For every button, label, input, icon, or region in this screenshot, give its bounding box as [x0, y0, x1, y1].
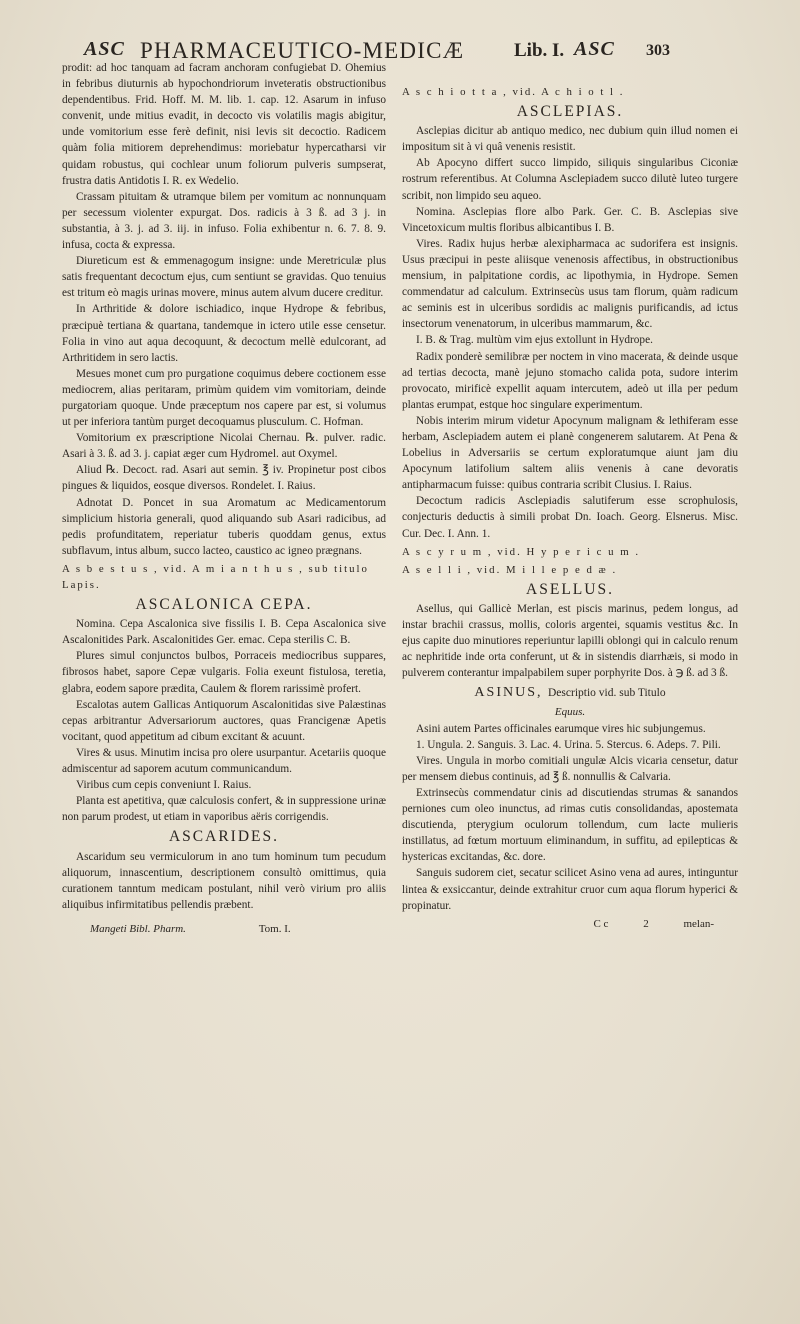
- header-title: PHARMACEUTICO-MEDICÆ: [140, 38, 465, 63]
- paragraph: Vires & usus. Minutim incisa pro olere usurpantur. Acetariis quoque admiscentur ad saporem acutum communicandum.: [62, 746, 386, 776]
- paragraph: Mesues monet cum pro purgatione coquimus debere coctionem esse mediocrem, alias peritaram, primùm quidem vim vomitoriam, deinde purgatoriam quoque. Unde præceptum nos capere par est, si volumus ut per inferiora tantùm purget decoquamus plusculum. C. Hofman.: [62, 367, 386, 429]
- cross-reference: A s c h i o t t a , vid. A c h i o t l .: [402, 86, 625, 98]
- paragraph: Escalotas autem Gallicas Antiquorum Ascalonitidas sive Palæstinas cepas arbitrantur Adversariorum auctores, quas Francigenæ Apetis vocitant, quod appetitum ad cibum excitant & acuunt.: [62, 698, 386, 743]
- paragraph: Ab Apocyno differt succo limpido, siliquis singularibus Ciconiæ rostrum referentibus. At Columna Asclepiadem succo dilutè luteo turgere scribit, non limpido seu aqueo.: [402, 157, 738, 202]
- paragraph: Vires. Radix hujus herbæ alexipharmaca ac sudorifera est insignis. Usus præcipui in peste aliisque venenosis affectibus, in obstructionibus mensium, in palpitatione cordis, ac lipothymia, in Hydrope. Semen commendatur ad calculum. Extrinsecùs usus tam florum, quàm radicum ac seminis est in ulceribus sordidis ac malignis purificandis, ad ictus insectorum venenatorum, in ulceribus mammarum, &c.: [402, 237, 738, 331]
- paragraph: Radix ponderè semilibræ per noctem in vino macerata, & deinde usque ad tertias decocta, manè jejuno stomacho calida pota, sudore interim provocato, mirificè expellit aquam intercutem, adeò ut illa per pedum plantas erumpat, estque hoc singulare experimentum.: [402, 350, 738, 411]
- footer-line: [62, 921, 386, 937]
- asinus-subheading: Equus.: [554, 706, 586, 719]
- paragraph: Plures simul conjunctos bulbos, Porraceis mediocribus suppares, fibrosos habet, sapore Cepæ vulgaris. Folia exeunt fistulosa, teretia, glabra, eodem sapore prædita, Caulem & florem rarissimè profert.: [62, 650, 386, 695]
- header-book-number: Lib. I.: [514, 40, 565, 61]
- paragraph: Sanguis sudorem ciet, secatur scilicet Asino vena ad aures, intinguntur lintea & exsiccantur, deinde extrahitur cruor cum aqua florum hyperici & propinatur.: [402, 867, 738, 912]
- paragraph: Nomina. Cepa Ascalonica sive fissilis I. B. Cepa Ascalonica sive Ascalonitides Park. Ascalonitides Ger. emac. Cepa sterilis C. B.: [62, 618, 386, 647]
- cross-reference: A s c y r u m , vid. H y p e r i c u m .: [402, 545, 641, 558]
- paragraph: Asellus, qui Gallicè Merlan, est piscis marinus, pedem longus, ad instar brachii crassus, mollis, coloris argentei, squamis vestitus &c. In ejus capite duo minutiores reperiuntur lapilli oblongi qui in calculo renum ac nephritide inde orta conferunt, ut & in sistendis diarrhæis, si modo in pulverem conterantur impalpabilem super porphyrite Dos. à ℈ ß. ad 3 ß.: [402, 602, 738, 680]
- paragraph: Vomitorium ex præscriptione Nicolai Chernau. ℞. pulver. radic. Asari à 3. ß. ad 3. j. capiat æger cum Hydromel. aut Oxymel.: [62, 432, 386, 461]
- paragraph: Diureticum est & emmenagogum insigne: unde Meretriculæ plus satis frequentant decoctum ejus, cum sentiunt se gravidas. Quo tenuius est tritum eò magis urinas movere, minus autem alvum ducere creditur.: [62, 255, 386, 300]
- section-heading: ASELLUS.: [526, 580, 614, 598]
- section-heading: [402, 685, 738, 701]
- paragraph: Planta est apetitiva, quæ calculosis confert, & in suppressione urinæ non parum prodest, ut etiam in vaporibus aëris corrigendis.: [62, 795, 386, 824]
- paragraph: Ascaridum seu vermiculorum in ano tum hominum tum pecudum aliquorum, innascentium, descriptionem consultò omittimus, quia curationem tanntum medicam postulant, nihil verò virium pro aliis aliquibus infirmitatibus pellendis præbent.: [62, 850, 386, 911]
- cross-reference: A s b e s t u s , vid. A m i a n t h u s , sub titulo Lapis.: [62, 562, 369, 591]
- paragraph: Asini autem Partes officinales earumque vires hic subjungemus.: [416, 722, 706, 735]
- left-column: [62, 60, 386, 937]
- page-number: 303: [646, 42, 670, 59]
- paragraph: Extrinsecùs commendatur cinis ad discutiendas strumas & sanandos perniones cum oleo inunctus, ad rimas cutis consolidandas, apostemata discutienda, pterygium oculorum tollendum, cum lacte mulieris instillatus, ad fœtum mortuum eliminandum, in suffitu, ad epilepticas & hystericas excitandas, &c. dore.: [402, 786, 738, 864]
- header-left-tag: ASC: [84, 38, 125, 60]
- paragraph: In Arthritide & dolore ischiadico, inque Hydrope & febribus, præcipuè tertiana & quartana, tandemque in ictero utile esse censetur. Folia in vino aut aqua decoquunt, & decoctum mellè edulcorant, ad Arthritidem in sero lactis.: [62, 303, 386, 364]
- cross-reference: A s e l l i , vid. M i l l e p e d æ .: [402, 563, 618, 576]
- paragraph: Vires. Ungula in morbo comitiali ungulæ Alcis vicaria censetur, datur per mensem diebus continuis, ad ℥ ß. nonnullis & Calvaria.: [402, 754, 738, 783]
- paragraph: Nomina. Asclepias flore albo Park. Ger. C. B. Asclepias sive Vincetoxicum multis floribus albicantibus I. B.: [402, 205, 738, 234]
- paragraph: Adnotat D. Poncet in sua Aromatum ac Medicamentorum simplicium historia generali, quod aliquando sub Asari radicibus, ad pedis profunditatem, reperiatur tuberis quoddam genus, extus subflavum, intus album, succo lacteo, caustico ac igneo prægnans.: [62, 496, 386, 557]
- paragraph: I. B. & Trag. multùm vim ejus extollunt in Hydrope.: [416, 334, 653, 347]
- section-heading: ASCARIDES.: [168, 828, 279, 846]
- paragraph: 1. Ungula. 2. Sanguis. 3. Lac. 4. Urina. 5. Stercus. 6. Adeps. 7. Pili.: [416, 738, 721, 751]
- asinus-heading: ASINUS,: [474, 685, 543, 701]
- signature-mark: C c: [593, 917, 609, 930]
- catchword: melan-: [683, 917, 714, 930]
- footer-title: Mangeti Bibl. Pharm.: [90, 922, 186, 935]
- footer-line: [402, 916, 738, 932]
- paragraph: Decoctum radicis Asclepiadis salutiferum esse scrophulosis, conjecturis deductis à simili probat Dn. Ioach. Georg. Elsnerus. Misc. Cur. Dec. I. Ann. 1.: [402, 495, 738, 540]
- asinus-heading-rest: Descriptio vid. sub Titulo: [548, 687, 666, 700]
- paragraph: Asclepias dicitur ab antiquo medico, nec dubium quin illud nomen ei impositum sit à vi quâ venenis resistit.: [402, 125, 738, 154]
- paragraph: prodit: ad hoc tanquam ad facram anchoram confugiebat D. Ohemius in febribus diuturnis ab hypochondriorum inveteratis obstructionibus dependentibus. Frid. Hoff. M. M. lib. 1. cap. 12. Asarum in infuso convenit, unde mitius evadit, in decocto vis volatilis magis abigitur, unde vomitorium esse ferè definit, nisi levis sit decoctio. Radicem quàm folia mitiorem deprehendimus: moriebatur hypercatharsi vir quidam robustus, qui cochlear unum foliorum pulveris sumpserat, frustra datis Antidotis I. R. ex Wedelio.: [62, 62, 386, 187]
- footer-tome: Tom. I.: [258, 922, 291, 935]
- paragraph: Nobis interim mirum videtur Apocynum malignam & lethiferam esse herbam, Asclepiadem autem ei planè congenerem salutarem. At Pena & Lobelius in Adversariis se certum exploratumque aiunt jam diu Apocynum latifolium saltem aliis venenis à cane devoratis antipharmacum fuisse: quibus contraria scribit Clusius. I. Raius.: [402, 414, 738, 492]
- section-heading: ASCLEPIAS.: [516, 103, 624, 121]
- paragraph: Aliud ℞. Decoct. rad. Asari aut semin. ℥ iv. Propinetur post cibos pingues & liquidos, eosque diversos. Rondelet. I. Raius.: [62, 464, 386, 493]
- paragraph: Viribus cum cepis conveniunt I. Raius.: [76, 779, 252, 792]
- signature-number: 2: [643, 917, 649, 930]
- header-right-tag: ASC: [574, 38, 615, 60]
- paragraph: Crassam pituitam & utramque bilem per vomitum ac nonnunquam per secessum violenter expurgat. Dos. radicis à 3 ß. ad 3 j. in substantia, à 3. j. ad 3. iij. in infuso. Folia exhibentur n. 6. 7. 8. 9. infusa, cocta & expressa.: [62, 190, 386, 252]
- section-heading: ASCALONICA CEPA.: [135, 596, 313, 614]
- right-column: [402, 82, 738, 932]
